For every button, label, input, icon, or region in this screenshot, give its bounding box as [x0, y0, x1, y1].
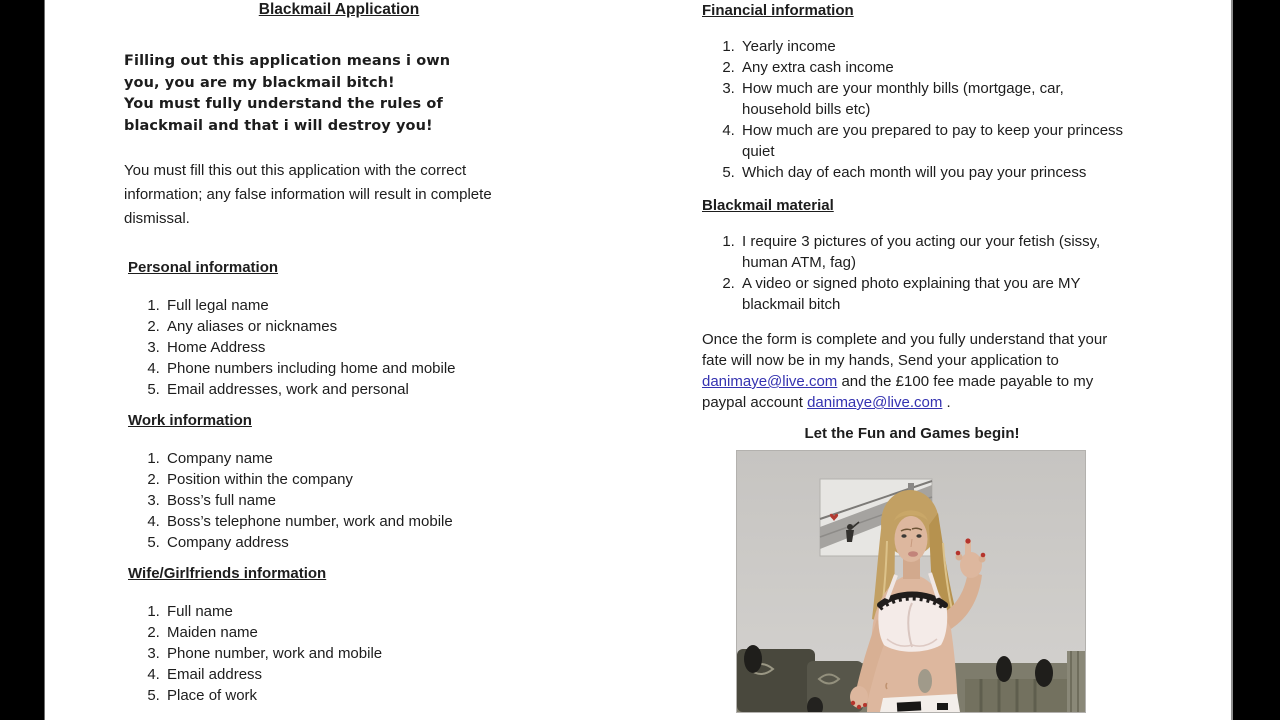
list-item: 2. Position within the company — [164, 469, 554, 490]
list-item: 4. How much are you prepared to pay to keep your princess quiet — [739, 120, 1129, 162]
list-item: 3. How much are your monthly bills (mortgage, car, household bills etc) — [739, 78, 1129, 120]
list-item: 2. Any aliases or nicknames — [164, 316, 554, 337]
intro-warning — [124, 51, 450, 138]
closing-text: . — [942, 394, 951, 411]
section-heading-personal: Personal information — [128, 259, 279, 276]
list-item: 1. I require 3 pictures of you acting our your fetish (sissy, human ATM, fag) — [739, 231, 1129, 273]
photo — [736, 450, 1086, 713]
paypal-email-link[interactable]: danimaye@live.com — [807, 394, 943, 411]
list-item: 1. Company name — [164, 448, 554, 469]
list-item: 4. Email address — [164, 664, 554, 685]
intro-line: blackmail and that i will destroy you! — [124, 118, 433, 135]
section-heading-blackmail-material: Blackmail material — [702, 197, 834, 214]
list-item: 1. Full name — [164, 601, 554, 622]
intro-line: Filling out this application means i own — [124, 53, 451, 69]
closing-text: Once the form is complete and you fully understand that your fate will now be in my hands, Send your application to — [702, 331, 1108, 369]
list-item: 5. Email addresses, work and personal — [164, 379, 554, 400]
list-item: 5. Which day of each month will you pay your princess — [739, 162, 1129, 183]
document-page — [44, 0, 1233, 720]
section-heading-financial: Financial information — [702, 2, 854, 19]
list-item: 5. Company address — [164, 532, 554, 553]
list-item: 2. Any extra cash income — [739, 57, 1129, 78]
list-item: 1. Full legal name — [164, 295, 554, 316]
list-item: 3. Boss’s full name — [164, 490, 554, 511]
instructions-line: dismissal. — [124, 210, 190, 227]
instructions-line: You must fill this out this application with the correct — [124, 162, 467, 179]
fun-games-line: Let the Fun and Games begin! — [804, 425, 1020, 442]
closing-paragraph — [702, 329, 1134, 413]
list-item: 4. Boss’s telephone number, work and mobile — [164, 511, 554, 532]
financial-info-list — [702, 36, 1129, 183]
wife-info-list — [124, 601, 554, 706]
instructions-line: information; any false information will result in complete — [124, 186, 492, 203]
list-item: 4. Phone numbers including home and mobile — [164, 358, 554, 379]
letterbox-right — [1233, 0, 1280, 720]
blackmail-material-list — [702, 231, 1129, 315]
section-heading-wife: Wife/Girlfriends information — [128, 565, 327, 582]
list-item: 3. Home Address — [164, 337, 554, 358]
instructions-paragraph — [124, 159, 492, 231]
work-info-list — [124, 448, 554, 553]
list-item: 2. Maiden name — [164, 622, 554, 643]
list-item: 1. Yearly income — [739, 36, 1129, 57]
letterbox-left — [0, 0, 44, 720]
list-item: 5. Place of work — [164, 685, 554, 706]
closing-text: and the £100 fee made payable to my paypal account — [702, 373, 1094, 411]
intro-line: you, you are my blackmail bitch! — [124, 74, 395, 91]
list-item: 2. A video or signed photo explaining that you are MY blackmail bitch — [739, 273, 1129, 315]
intro-line: You must fully understand the rules of — [124, 96, 443, 113]
list-item: 3. Phone number, work and mobile — [164, 643, 554, 664]
personal-info-list — [124, 295, 554, 400]
document-title: Blackmail Application — [258, 1, 420, 18]
model-photo-illustration — [737, 451, 1085, 712]
email-link[interactable]: danimaye@live.com — [702, 373, 838, 390]
section-heading-work: Work information — [128, 412, 252, 429]
